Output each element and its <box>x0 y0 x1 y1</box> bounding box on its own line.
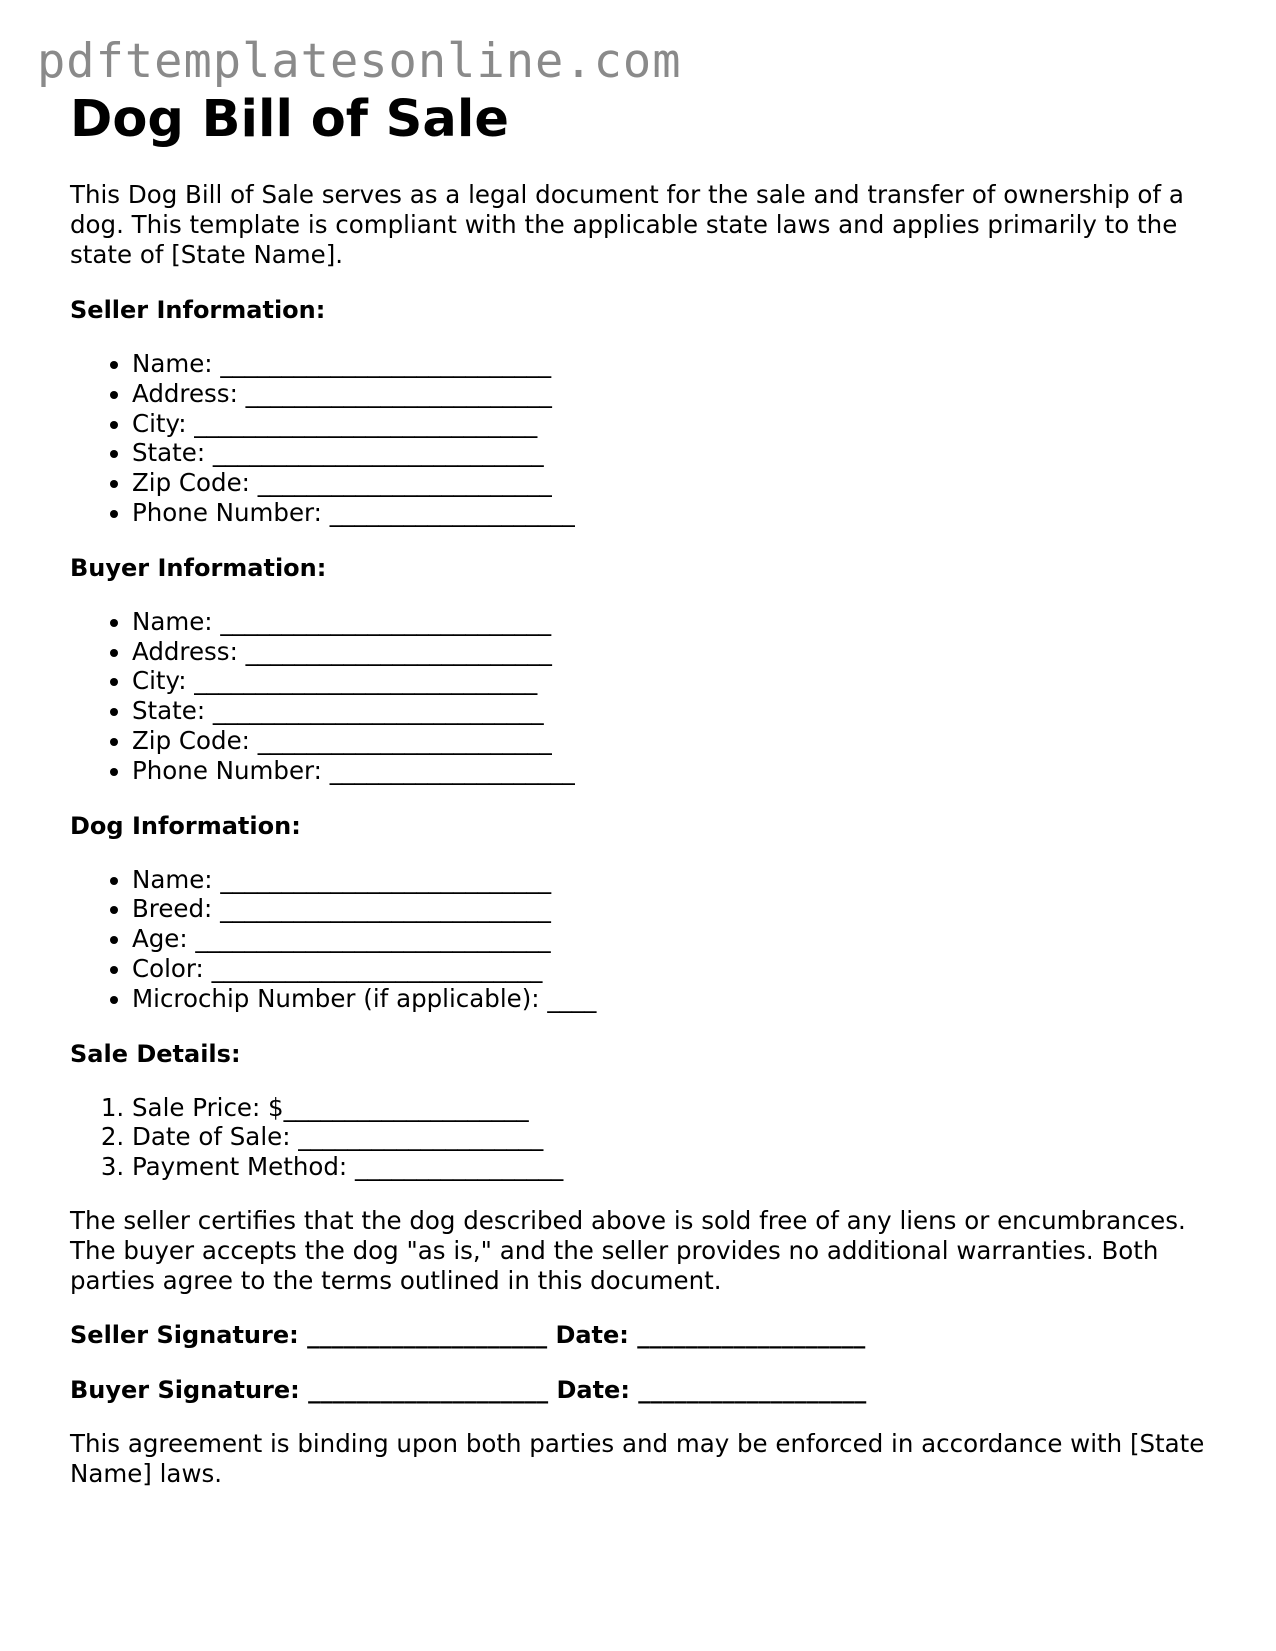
seller-phone-field: • Phone Number: ____________________ <box>132 498 1220 528</box>
sale-section-heading: Sale Details: <box>70 1039 241 1068</box>
buyer-state-field: • State: ___________________________ <box>132 696 1220 726</box>
buyer-phone-field: • Phone Number: ____________________ <box>132 756 1220 786</box>
buyer-info-list <box>70 607 1220 786</box>
document-title: Dog Bill of Sale <box>70 90 509 149</box>
buyer-address-field: • Address: _________________________ <box>132 637 1220 667</box>
closing-paragraph: This agreement is binding upon both parties and may be enforced in accordance with [State Name] laws. <box>70 1428 1205 1488</box>
seller-state-field: • State: ___________________________ <box>132 438 1220 468</box>
seller-city-field: • City: ____________________________ <box>132 409 1220 439</box>
payment-method-field: 3. Payment Method: _________________ <box>132 1152 1220 1182</box>
dog-info-list <box>70 865 1220 1014</box>
seller-zip-field: • Zip Code: ________________________ <box>132 468 1220 498</box>
dog-age-field: • Age: _____________________________ <box>132 924 1220 954</box>
seller-signature-line: Seller Signature: ____________________ Date: ___________________ <box>70 1320 866 1349</box>
seller-info-list <box>70 349 1220 528</box>
buyer-zip-field: • Zip Code: ________________________ <box>132 726 1220 756</box>
seller-address-field: • Address: _________________________ <box>132 379 1220 409</box>
document-body <box>70 88 1220 1489</box>
dog-breed-field: • Breed: ___________________________ <box>132 894 1220 924</box>
seller-name-field: • Name: ___________________________ <box>132 349 1220 379</box>
sale-details-list <box>70 1093 1220 1182</box>
intro-paragraph: This Dog Bill of Sale serves as a legal document for the sale and transfer of ownership of a dog. This template is compliant with the applicable state laws and applies primarily to the state of [State Name]. <box>70 180 1184 269</box>
dog-color-field: • Color: ___________________________ <box>132 954 1220 984</box>
dog-section-heading: Dog Information: <box>70 811 301 840</box>
dog-name-field: • Name: ___________________________ <box>132 865 1220 895</box>
sale-price-field: 1. Sale Price: $____________________ <box>132 1093 1220 1123</box>
sale-date-field: 2. Date of Sale: ____________________ <box>132 1122 1220 1152</box>
buyer-name-field: • Name: ___________________________ <box>132 607 1220 637</box>
seller-section-heading: Seller Information: <box>70 296 326 324</box>
buyer-city-field: • City: ____________________________ <box>132 666 1220 696</box>
buyer-section-heading: Buyer Information: <box>70 553 327 582</box>
dog-microchip-field: • Microchip Number (if applicable): ____ <box>132 984 1220 1014</box>
certification-paragraph: The seller certifies that the dog described above is sold free of any liens or encumbrances. The buyer accepts the dog "as is," and the seller provides no additional warranties. Both parties agree to the terms outlined in this document. <box>70 1205 1186 1295</box>
watermark: pdftemplatesonline.com <box>37 34 682 89</box>
buyer-signature-line: Buyer Signature: ____________________ Date: ___________________ <box>70 1375 867 1404</box>
